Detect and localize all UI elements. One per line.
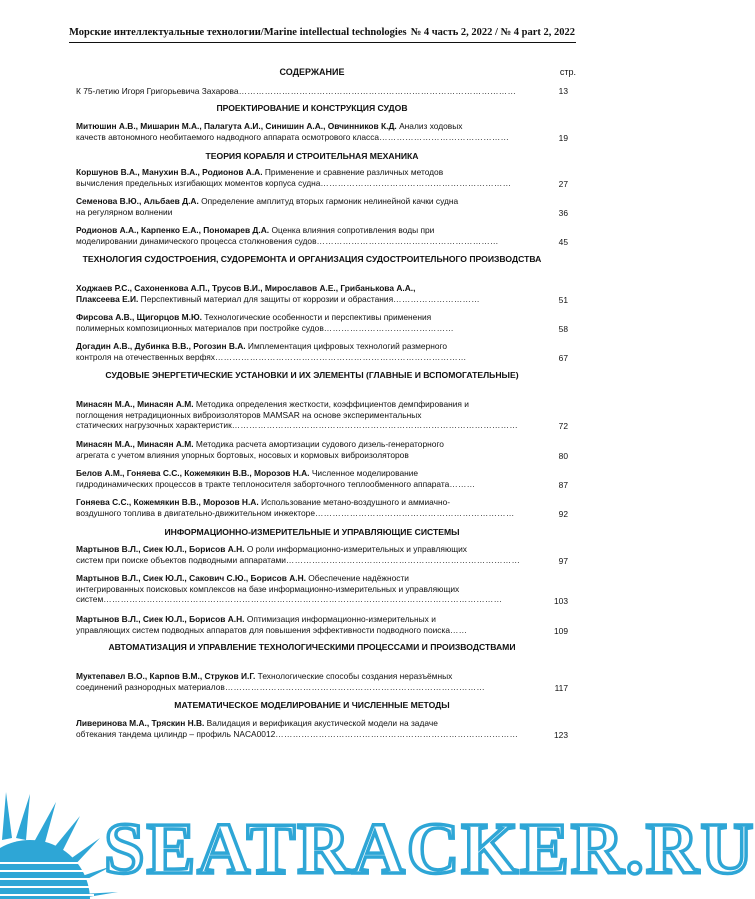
entry-title: Методика определения жесткости, коэффициентов демпфирования и <box>195 399 469 409</box>
entry-page: 67 <box>558 353 568 363</box>
toc-entry[interactable]: Фирсова А.В., Щигорцов М.Ю. Технологические особенности и перспективы применения полимерных композиционных материалов при постройке судов……………………………………… <box>76 312 454 333</box>
intro-text: К 75-летию Игоря Григорьевича Захарова <box>76 86 239 96</box>
toc-entry[interactable]: Ходжаев Р.С., Сахоненкова А.П., Трусов В.И., Мирославов А.Е., Грибанькова А.А., Плаксеева Е.И. Перспективный материал для защиты от коррозии и обрастания………………………… <box>76 283 480 304</box>
header-divider <box>69 42 576 43</box>
entry-title-cont: воздушного топлива в двигательно-движительном инжекторе <box>76 507 315 518</box>
entry-page: 109 <box>554 626 568 636</box>
entry-page: 51 <box>558 295 568 305</box>
entry-title-cont: поглощения нетрадиционных виброизоляторов MAMSAR на основе экспериментальных <box>76 409 422 420</box>
toc-entry[interactable]: Митюшин А.В., Мишарин М.А., Палагута А.И., Синишин А.А., Овчинников К.Д. Анализ ходовых качеств автономного необитаемого надводного аппарата осмотрового класса……………………………………… <box>76 121 510 142</box>
entry-title-cont: качеств автономного необитаемого надводного аппарата осмотрового класса <box>76 131 380 142</box>
entry-page: 58 <box>558 324 568 334</box>
entry-title-cont: агрегата с учетом влияния упорных бортовых, носовых и кормовых виброизоляторов <box>76 449 409 460</box>
entry-title: Использование метано-воздушного и аммиачно- <box>261 497 451 507</box>
watermark-text: SEATRACKER.RU <box>104 808 755 889</box>
entry-title: Оценка влияния сопротивления воды при <box>271 225 435 235</box>
section-heading: ИНФОРМАЦИОННО-ИЗМЕРИТЕЛЬНЫЕ И УПРАВЛЯЮЩИЕ СИСТЕМЫ <box>164 527 460 537</box>
entry-title: Технологические особенности и перспективы применения <box>204 312 432 322</box>
entry-authors: Белов А.М., Гоняева С.С., Кожемякин В.В., Морозов Н.А. <box>76 468 310 478</box>
page-column-label: стр. <box>559 67 576 77</box>
entry-authors: Гоняева С.С., Кожемякин В.В., Морозов Н.А. <box>76 497 259 507</box>
entry-title-cont: интегрированных поисковых комплексов на базе информационно-измерительных и управляющих <box>76 583 460 594</box>
toc-title: СОДЕРЖАНИЕ <box>279 67 345 77</box>
entry-authors: Муктепавел В.О., Карпов В.М., Струков И.Г. <box>76 671 256 681</box>
entry-title-cont: систем при поиске объектов подводными аппаратами <box>76 554 286 565</box>
entry-title-cont: полимерных композиционных материалов при постройке судов <box>76 322 324 333</box>
entry-title-cont: контроля на отечественных верфях <box>76 351 215 362</box>
section-heading: СУДОВЫЕ ЭНЕРГЕТИЧЕСКИЕ УСТАНОВКИ И ИХ ЭЛЕМЕНТЫ (ГЛАВНЫЕ И ВСПОМОГАТЕЛЬНЫЕ) <box>105 370 519 380</box>
toc-entry[interactable]: Мартынов В.Л., Сиек Ю.Л., Борисов А.Н. О роли информационно-измерительных и управляющих систем при поиске объектов подводными аппаратами……………………………………………………………………… <box>76 544 521 565</box>
toc-entry[interactable]: Догадин А.В., Дубинка В.В., Рогозин В.А. Имплементация цифровых технологий размерного контроля на отечественных верфях…………………………………………………………………………… <box>76 341 467 362</box>
toc-entry[interactable]: Белов А.М., Гоняева С.С., Кожемякин В.В., Морозов Н.А. Численное моделирование гидродинамических процессов в тракте теплоносителя заборточного теплообменного аппарата……… <box>76 468 476 489</box>
entry-page: 92 <box>558 509 568 519</box>
entry-title-cont: на регулярном волнении <box>76 206 173 217</box>
entry-title-cont: моделировании динамического процесса столкновения судов <box>76 235 317 246</box>
toc-entry[interactable]: Мартынов В.Л., Сиек Ю.Л., Борисов А.Н. Оптимизация информационно-измерительных и управляющих систем подводных аппаратов для повышения эффективности подводного поиска…… <box>76 614 468 635</box>
entry-title: Численное моделирование <box>311 468 419 478</box>
toc-entry[interactable]: Муктепавел В.О., Карпов В.М., Струков И.Г. Технологические способы создания неразъёмных соединений разнородных материалов……………………………………………………………………………… <box>76 671 486 692</box>
journal-header <box>69 27 575 41</box>
journal-title: Морские интеллектуальные технологии/Marine intellectual technologies <box>69 27 407 38</box>
toc-entry[interactable]: Мартынов В.Л., Сиек Ю.Л., Сакович С.Ю., Борисов А.Н. Обеспечение надёжности интегрированных поисковых комплексов на базе информационно-измерительных и управляющих систем………………………………………………………………………………………………………………………… <box>76 573 503 605</box>
entry-title: Определение амплитуд вторых гармоник нелинейной качки судна <box>201 196 459 206</box>
toc-entry[interactable]: Минасян М.А., Минасян А.М. Методика определения жесткости, коэффициентов демпфирования и поглощения нетрадиционных виброизоляторов MAMSAR на основе экспериментальных статических нагрузочных характеристик……………………………………………………………………………………… <box>76 399 519 431</box>
entry-title-cont: вычисления предельных изгибающих моментов корпуса судна <box>76 177 321 188</box>
entry-page: 80 <box>558 451 568 461</box>
entry-page: 97 <box>558 556 568 566</box>
entry-authors: Родионов А.А., Карпенко Е.А., Пономарев Д.А. <box>76 225 270 235</box>
entry-title-cont: управляющих систем подводных аппаратов для повышения эффективности подводного поиска <box>76 624 450 635</box>
section-heading: ТЕОРИЯ КОРАБЛЯ И СТРОИТЕЛЬНАЯ МЕХАНИКА <box>205 151 419 161</box>
toc-intro-entry[interactable]: К 75-летию Игоря Григорьевича Захарова…………………………………………………………………………………… <box>76 86 517 96</box>
section-heading: АВТОМАТИЗАЦИЯ И УПРАВЛЕНИЕ ТЕХНОЛОГИЧЕСКИМИ ПРОЦЕССАМИ И ПРОИЗВОДСТВАМИ <box>108 642 516 652</box>
entry-title: Технологические способы создания неразъёмных <box>257 671 453 681</box>
entry-title-cont: соединений разнородных материалов <box>76 681 225 692</box>
entry-authors: Коршунов В.А., Манухин В.А., Родионов А.А. <box>76 167 263 177</box>
entry-authors: Мартынов В.Л., Сиек Ю.Л., Борисов А.Н. <box>76 614 245 624</box>
entry-page: 103 <box>554 596 568 606</box>
entry-authors: Догадин А.В., Дубинка В.В., Рогозин В.А. <box>76 341 246 351</box>
section-heading: ТЕХНОЛОГИЯ СУДОСТРОЕНИЯ, СУДОРЕМОНТА И ОРГАНИЗАЦИЯ СУДОСТРОИТЕЛЬНОГО ПРОИЗВОДСТВА <box>82 254 542 264</box>
entry-authors: Фирсова А.В., Щигорцов М.Ю. <box>76 312 202 322</box>
entry-page: 87 <box>558 480 568 490</box>
entry-title: Применение и сравнение различных методов <box>264 167 444 177</box>
entry-page: 19 <box>558 133 568 143</box>
entry-page: 123 <box>554 730 568 740</box>
entry-title: Обеспечение надёжности <box>308 573 409 583</box>
entry-authors: Мартынов В.Л., Сиек Ю.Л., Сакович С.Ю., Борисов А.Н. <box>76 573 306 583</box>
entry-title: О роли информационно-измерительных и управляющих <box>246 544 467 554</box>
entry-title-cont: обтекания тандема цилиндр – профиль NACA0012 <box>76 728 276 739</box>
entry-title-cont: статических нагрузочных характеристик <box>76 420 232 431</box>
entry-title: Перспективный материал для защиты от коррозии и обрастания <box>140 293 394 304</box>
entry-page: 36 <box>558 208 568 218</box>
entry-authors-cont: Плаксеева Е.И. <box>76 293 139 304</box>
toc-entry[interactable]: Гоняева С.С., Кожемякин В.В., Морозов Н.А. Использование метано-воздушного и аммиачно- воздушного топлива в двигательно-движительном инжекторе…………………………………………………………… <box>76 497 515 518</box>
entry-authors: Ливеринова М.А., Тряскин Н.В. <box>76 718 205 728</box>
entry-title: Оптимизация информационно-измерительных и <box>246 614 436 624</box>
entry-title: Имплементация цифровых технологий размерного <box>247 341 448 351</box>
issue-number: № 4 часть 2, 2022 / № 4 part 2, 2022 <box>410 27 575 38</box>
entry-title-cont: систем <box>76 594 104 605</box>
entry-authors: Семенова В.Ю., Альбаев Д.А. <box>76 196 199 206</box>
entry-page: 13 <box>558 86 568 96</box>
entry-authors: Митюшин А.В., Мишарин М.А., Палагута А.И., Синишин А.А., Овчинников К.Д. <box>76 121 397 131</box>
section-heading: МАТЕМАТИЧЕСКОЕ МОДЕЛИРОВАНИЕ И ЧИСЛЕННЫЕ МЕТОДЫ <box>174 700 450 710</box>
entry-authors: Минасян М.А., Минасян А.М. <box>76 399 194 409</box>
entry-page: 27 <box>558 179 568 189</box>
entry-authors: Ходжаев Р.С., Сахоненкова А.П., Трусов В.И., Мирославов А.Е., Грибанькова А.А., <box>76 283 416 293</box>
toc-entry[interactable] <box>76 439 536 460</box>
entry-authors: Мартынов В.Л., Сиек Ю.Л., Борисов А.Н. <box>76 544 245 554</box>
entry-page: 72 <box>558 421 568 431</box>
entry-title: Методика расчета амортизации судового дизель-генераторного <box>195 439 444 449</box>
entry-page: 45 <box>558 237 568 247</box>
entry-page: 117 <box>554 683 568 693</box>
toc-entry[interactable]: Ливеринова М.А., Тряскин Н.В. Валидация и верификация акустической модели на задаче обтекания тандема цилиндр – профиль NACA0012………………………………………………………………………… <box>76 718 519 739</box>
entry-title: Анализ ходовых <box>399 121 463 131</box>
toc-entry[interactable]: Коршунов В.А., Манухин В.А., Родионов А.А. Применение и сравнение различных методов вычисления предельных изгибающих моментов корпуса судна………………………………………………………… <box>76 167 512 188</box>
toc-entry[interactable] <box>76 196 536 217</box>
entry-authors: Минасян М.А., Минасян А.М. <box>76 439 194 449</box>
section-heading: ПРОЕКТИРОВАНИЕ И КОНСТРУКЦИЯ СУДОВ <box>216 103 408 113</box>
entry-title: Валидация и верификация акустической модели на задаче <box>206 718 438 728</box>
toc-entry[interactable]: Родионов А.А., Карпенко Е.А., Пономарев Д.А. Оценка влияния сопротивления воды при моделировании динамического процесса столкновения судов……………………………………………………… <box>76 225 499 246</box>
entry-title-cont: гидродинамических процессов в тракте теплоносителя заборточного теплообменного аппарата <box>76 478 450 489</box>
